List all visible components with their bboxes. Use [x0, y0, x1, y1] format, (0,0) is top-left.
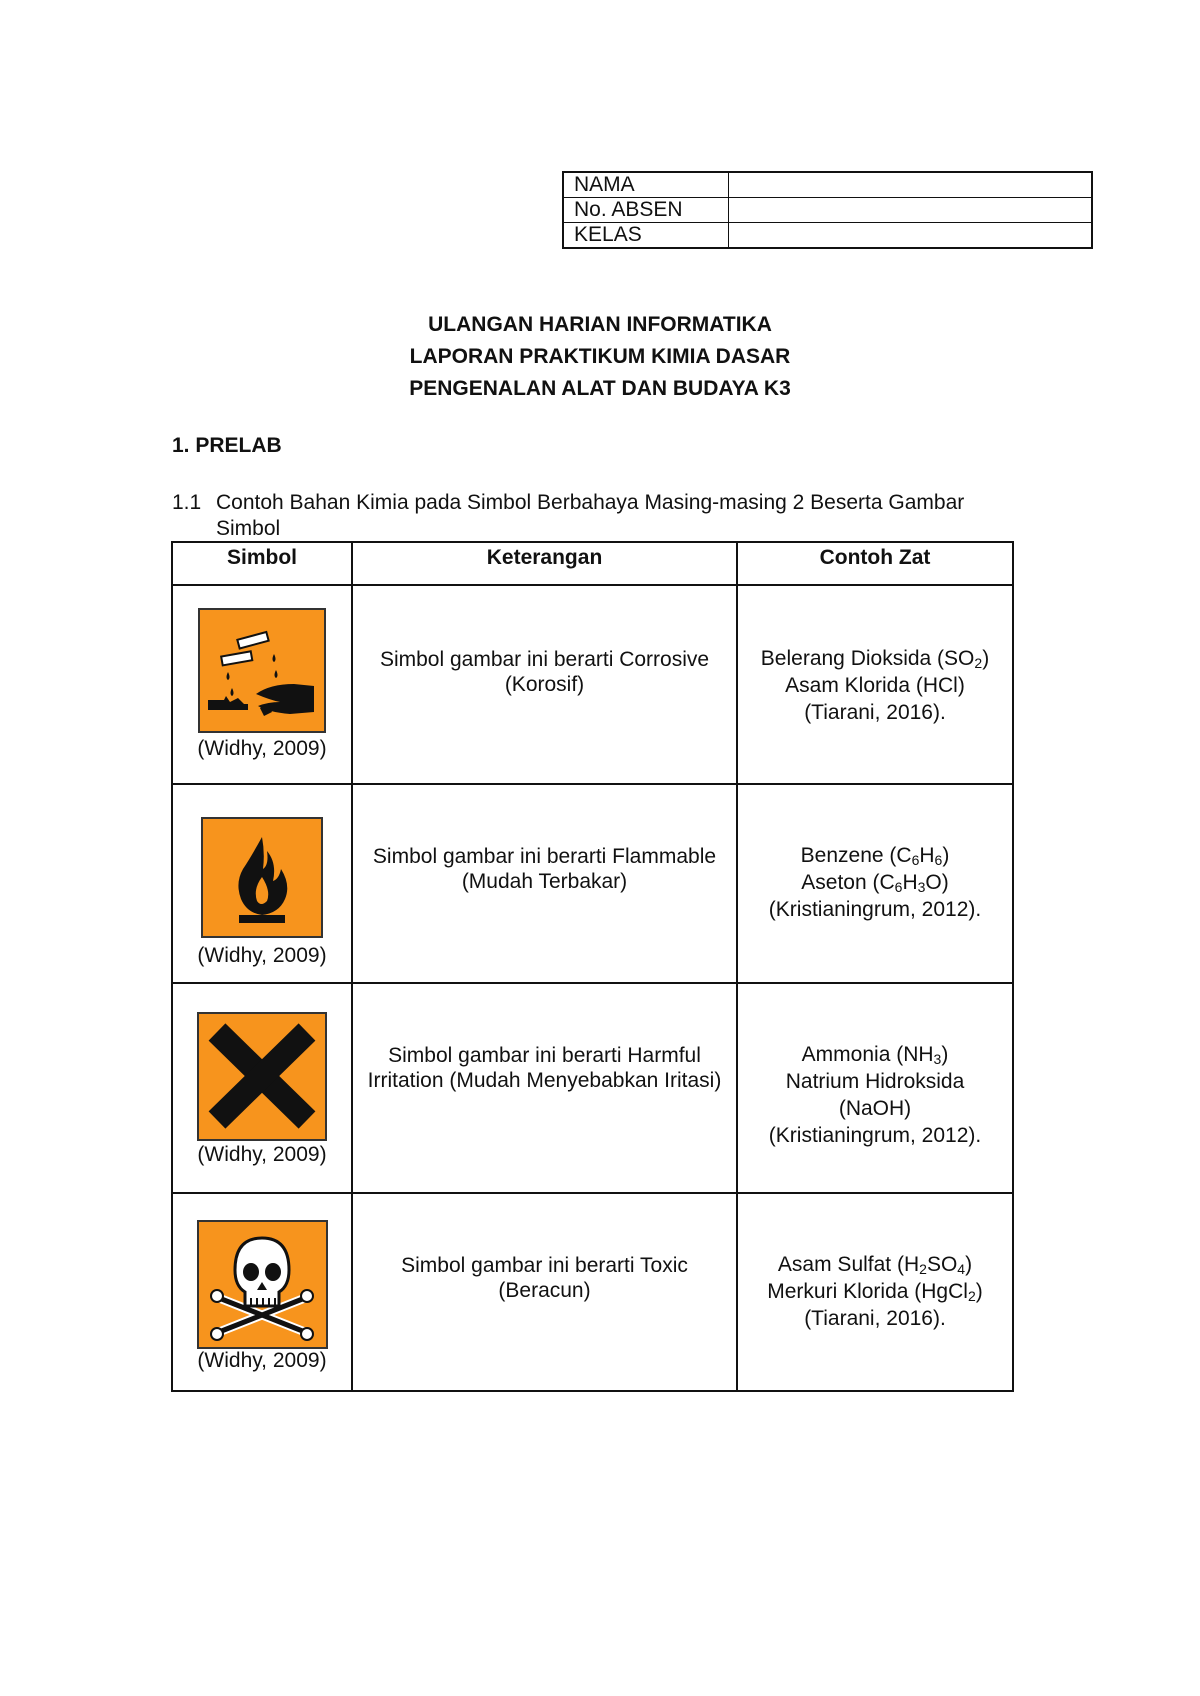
description-text: Simbol gambar ini berarti Flammable (Mudah Terbakar)	[372, 845, 717, 893]
subsection-heading	[172, 490, 1022, 542]
header-keterangan: Keterangan	[352, 542, 737, 585]
example-list	[739, 1251, 1011, 1332]
example-list	[739, 645, 1011, 726]
example-line: Ammonia $(NH_3)$	[801, 1043, 949, 1067]
symbol-citation: (Widhy, 2009)	[197, 944, 327, 967]
title-line-3: PENGENALAN ALAT DAN BUDAYA K3	[409, 377, 791, 400]
example-line: Asam Klorida (HCl)	[785, 674, 965, 697]
symbol-citation: (Widhy, 2009)	[197, 737, 327, 760]
description-cell	[352, 784, 737, 983]
symbol-cell	[172, 1193, 352, 1391]
identity-row-absen	[563, 198, 1092, 223]
description-text: Simbol gambar ini berarti Harmful Irritation (Mudah Menyebabkan Iritasi)	[367, 1044, 722, 1092]
example-cell	[737, 1193, 1013, 1391]
example-line: Merkuri Klorida (HgCl$_2$)	[767, 1280, 983, 1304]
hazard-symbol-table	[171, 541, 1014, 1392]
description-cell	[352, 1193, 737, 1391]
identity-row-kelas	[563, 223, 1092, 249]
header-simbol: Simbol	[172, 542, 352, 585]
description-text: Simbol gambar ini berarti Toxic (Beracun)	[401, 1254, 688, 1302]
header-contoh-zat: Contoh Zat	[737, 542, 1013, 585]
toxic-skull-icon	[197, 1220, 328, 1349]
example-cell	[737, 585, 1013, 784]
table-row	[172, 784, 1013, 983]
example-line: Natrium Hidroksida	[785, 1070, 965, 1093]
example-citation: (Kristianingrum, 2012).	[768, 1124, 982, 1147]
symbol-citation: (Widhy, 2009)	[197, 1143, 327, 1166]
identity-row-nama	[563, 172, 1092, 198]
subsection-text: Contoh Bahan Kimia pada Simbol Berbahaya Masing-masing 2 Beserta Gambar Simbol	[216, 491, 965, 540]
symbol-citation: (Widhy, 2009)	[197, 1349, 327, 1372]
example-cell	[737, 983, 1013, 1193]
section-heading: 1. PRELAB	[172, 434, 282, 457]
absen-field[interactable]	[729, 198, 1093, 223]
example-line: Asam Sulfat $(H_2SO_4)$	[777, 1253, 973, 1277]
identity-table	[562, 171, 1093, 249]
identity-label: NAMA	[563, 172, 729, 198]
example-citation: (Tiarani, 2016).	[804, 1307, 946, 1330]
harmful-irritant-icon	[197, 1012, 327, 1141]
corrosive-icon	[198, 608, 326, 733]
table-row	[172, 1193, 1013, 1391]
table-header-row	[172, 542, 1013, 585]
identity-label: No. ABSEN	[563, 198, 729, 223]
title-line-1: ULANGAN HARIAN INFORMATIKA	[428, 313, 772, 336]
example-line: Benzene $(C_6H_6)$	[800, 844, 950, 868]
symbol-cell	[172, 983, 352, 1193]
example-citation: (Kristianingrum, 2012).	[768, 898, 982, 921]
kelas-field[interactable]	[729, 223, 1093, 249]
example-line: (NaOH)	[838, 1097, 912, 1120]
subsection-number: 1.1	[172, 491, 202, 514]
title-line-2: LAPORAN PRAKTIKUM KIMIA DASAR	[409, 345, 791, 368]
flammable-icon	[201, 817, 323, 938]
example-line: Belerang Dioksida $(SO_2)$	[760, 647, 990, 671]
name-field[interactable]	[729, 172, 1093, 198]
example-line: Aseton $(C_6H_3O)$	[801, 871, 949, 895]
example-cell	[737, 784, 1013, 983]
description-cell	[352, 983, 737, 1193]
symbol-cell	[172, 784, 352, 983]
description-text: Simbol gambar ini berarti Corrosive (Korosif)	[379, 648, 710, 696]
table-row	[172, 585, 1013, 784]
identity-label: KELAS	[563, 223, 729, 249]
example-list	[739, 842, 1011, 923]
example-list	[739, 1041, 1011, 1149]
symbol-cell	[172, 585, 352, 784]
example-citation: (Tiarani, 2016).	[804, 701, 946, 724]
description-cell	[352, 585, 737, 784]
table-row	[172, 983, 1013, 1193]
